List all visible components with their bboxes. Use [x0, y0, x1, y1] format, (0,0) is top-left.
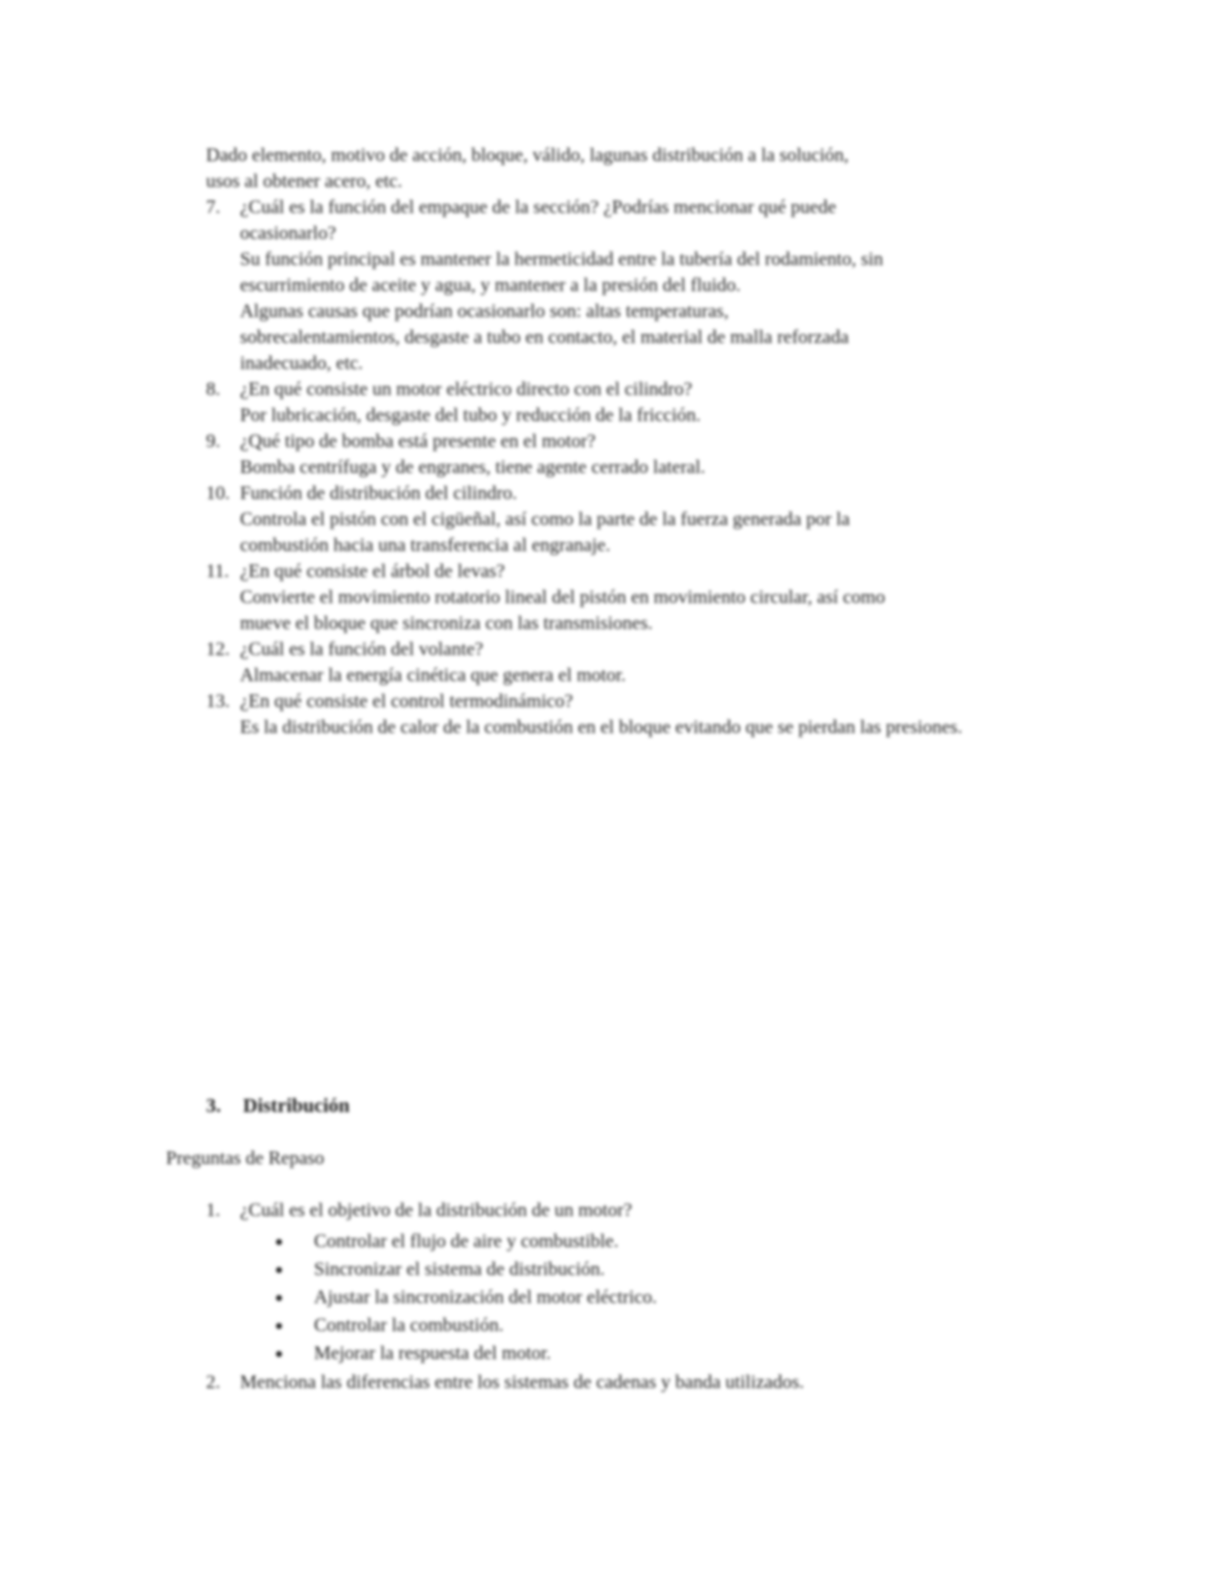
question-item [206, 689, 1086, 741]
question-number: 8. [206, 379, 221, 400]
question-text: ¿Qué tipo de bomba está presente en el motor? [240, 431, 596, 452]
question-item [206, 481, 1086, 559]
intro-line: usos al obtener acero, etc. [206, 171, 403, 192]
question-text: ¿En qué consiste el control termodinámico? [240, 691, 573, 712]
answer-text: escurrimiento de aceite y agua, y mantener a la presión del fluido. [240, 275, 741, 296]
question-number: 10. [206, 483, 230, 504]
question-text: ¿En qué consiste un motor eléctrico directo con el cilindro? [240, 379, 693, 400]
answer-text: Controla el pistón con el cigüeñal, así como la parte de la fuerza generada por la [240, 509, 850, 530]
answer-text: combustión hacia una transferencia al engranaje. [240, 535, 611, 556]
question-item [206, 637, 1086, 689]
subheading: Preguntas de Repaso [166, 1148, 325, 1169]
intro-paragraph [206, 143, 1066, 195]
question-item [206, 429, 1086, 481]
section-number: 3. [206, 1095, 221, 1117]
bullet-text: Mejorar la respuesta del motor. [314, 1343, 551, 1364]
question-item [206, 377, 1086, 429]
section-heading [206, 1093, 350, 1119]
bullet-dot-icon [276, 1295, 282, 1301]
answer-text: Por lubricación, desgaste del tubo y reducción de la fricción. [240, 405, 701, 426]
question-item [206, 195, 1086, 377]
answer-text: mueve el bloque que sincroniza con las transmisiones. [240, 613, 653, 634]
answer-text: Almacenar la energía cinética que genera el motor. [240, 665, 626, 686]
bullet-dot-icon [276, 1351, 282, 1357]
question-list [206, 195, 1086, 741]
bullet-text: Sincronizar el sistema de distribución. [314, 1259, 605, 1280]
section-title: Distribución [243, 1095, 350, 1117]
bullet-dot-icon [276, 1267, 282, 1273]
intro-line: Dado elemento, motivo de acción, bloque, válido, lagunas distribución a la solución, [206, 145, 849, 166]
bullet-dot-icon [276, 1323, 282, 1329]
question-number: 7. [206, 197, 221, 218]
bullet-item [276, 1284, 1086, 1312]
bullet-text: Ajustar la sincronización del motor eléctrico. [314, 1287, 657, 1308]
answer-text: sobrecalentamientos, desgaste a tubo en contacto, el material de malla reforzada [240, 327, 849, 348]
review-question-number: 2. [206, 1372, 221, 1393]
review-question-item [206, 1370, 1086, 1396]
question-number: 13. [206, 691, 230, 712]
review-question-list [206, 1198, 1086, 1396]
answer-text: inadecuado, etc. [240, 353, 363, 374]
bullet-item [276, 1340, 1086, 1368]
review-question-number: 1. [206, 1200, 221, 1221]
answer-text: Su función principal es mantener la hermeticidad entre la tubería del rodamiento, sin [240, 249, 884, 270]
question-number: 9. [206, 431, 221, 452]
question-number: 12. [206, 639, 230, 660]
bullet-list [276, 1228, 1086, 1368]
question-text: ¿Cuál es la función del volante? [240, 639, 484, 660]
answer-text: Convierte el movimiento rotatorio lineal del pistón en movimiento circular, así como [240, 587, 886, 608]
bullet-text: Controlar la combustión. [314, 1315, 504, 1336]
question-item [206, 559, 1086, 637]
question-text: ¿En qué consiste el árbol de levas? [240, 561, 505, 582]
bullet-item [276, 1312, 1086, 1340]
bullet-text: Controlar el flujo de aire y combustible. [314, 1231, 619, 1252]
answer-text: ocasionarlo? [240, 223, 337, 244]
review-question-item [206, 1198, 1086, 1368]
question-number: 11. [206, 561, 230, 582]
answer-text: Algunas causas que podrían ocasionarlo son: altas temperaturas, [240, 301, 729, 322]
answer-text: Es la distribución de calor de la combustión en el bloque evitando que se pierdan las presiones. [240, 717, 963, 738]
review-question-text: ¿Cuál es el objetivo de la distribución de un motor? [240, 1200, 633, 1221]
question-text: ¿Cuál es la función del empaque de la sección? ¿Podrías mencionar qué puede [240, 197, 837, 218]
bullet-item [276, 1256, 1086, 1284]
question-text: Función de distribución del cilindro. [240, 483, 518, 504]
review-question-text: Menciona las diferencias entre los sistemas de cadenas y banda utilizados. [240, 1372, 804, 1393]
answer-text: Bomba centrífuga y de engranes, tiene agente cerrado lateral. [240, 457, 706, 478]
bullet-item [276, 1228, 1086, 1256]
bullet-dot-icon [276, 1239, 282, 1245]
